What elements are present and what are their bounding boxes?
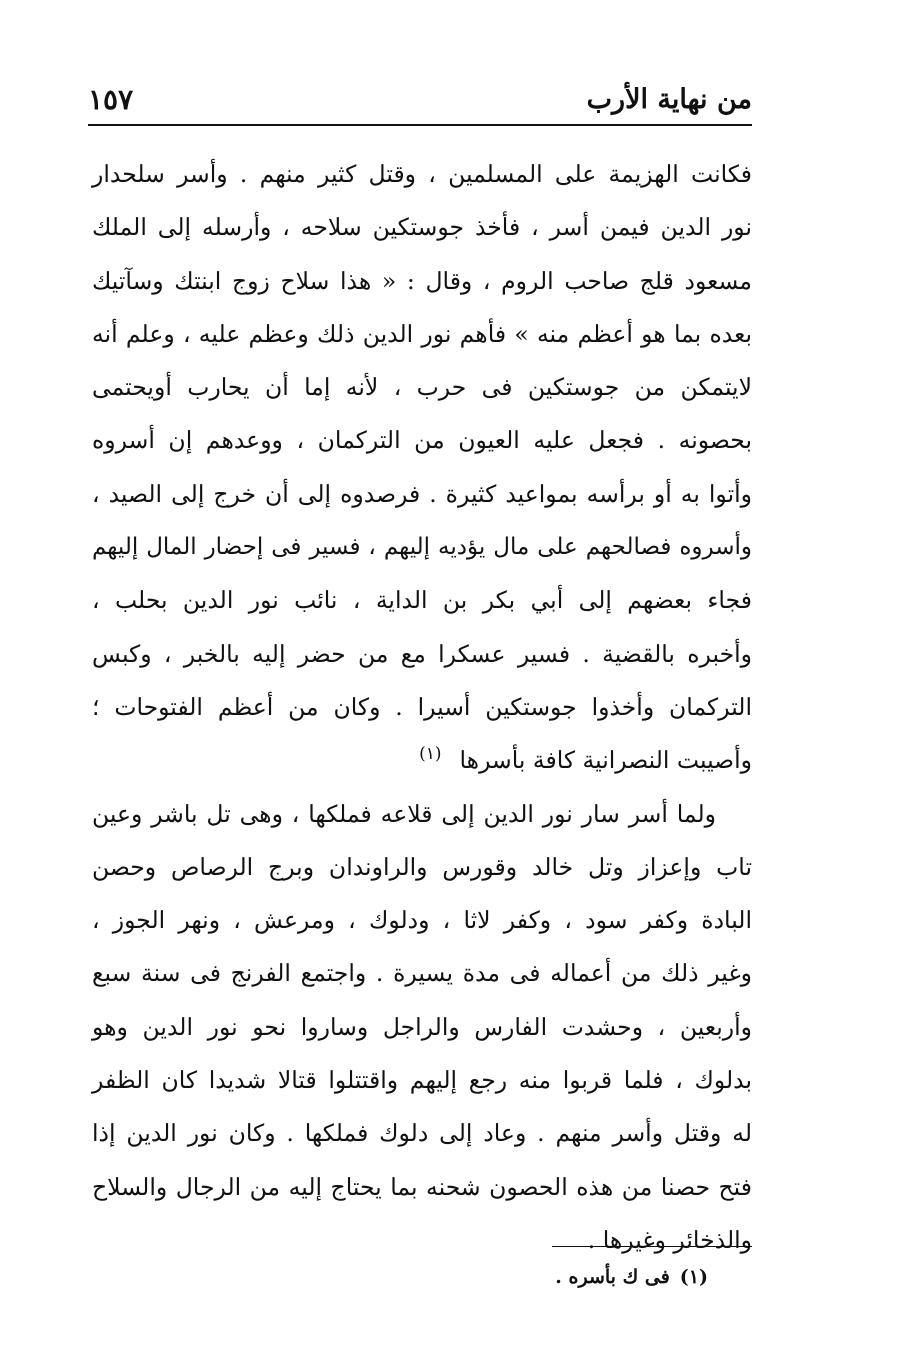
text-line: وأسروه فصالحهم على مال يؤديه إليهم ، فسير فى إحضار المال إليهم	[92, 534, 752, 561]
footnote-rule	[552, 1246, 752, 1247]
text-line: مسعود قلج صاحب الروم ، وقال : « هذا سلاح زوج ابنتك وسآتيك	[92, 266, 752, 295]
text-line: فكانت الهزيمة على المسلمين ، وقتل كثير منهم . وأسر سلحدار	[92, 160, 752, 188]
text-line: وأصيبت النصرانية كافة بأسرها	[459, 746, 752, 775]
page-number: ١٥٧	[88, 83, 134, 116]
text-line: بحصونه . فجعل عليه العيون من التركمان ، ووعدهم إن أسروه	[92, 426, 752, 455]
running-header	[88, 78, 752, 122]
text-line: بدلوك ، فلما قربوا منه رجع إليهم واقتتلوا قتالا شديدا كان الظفر	[92, 1066, 752, 1095]
text-line: فتح حصنا من هذه الحصون شحنه بما يحتاج إليه من الرجال والسلاح	[92, 1172, 752, 1201]
text-line-indented: ولما أسر سار نور الدين إلى قلاعه فملكها ، وهى تل باشر وعين	[92, 799, 716, 828]
paragraph-1	[92, 148, 752, 788]
text-line: وغير ذلك من أعماله فى مدة يسيرة . واجتمع الفرنج فى سنة سبع	[92, 959, 752, 988]
text-line: بعده بما هو أعظم منه » فأهم نور الدين ذلك وعظم عليه ، وعلم أنه	[92, 319, 752, 348]
text-line-last	[92, 734, 752, 787]
header-rule	[88, 124, 752, 126]
text-line: التركمان وأخذوا جوستكين أسيرا . وكان من أعظم الفتوحات ؛	[92, 692, 752, 721]
footnote-reference: (١)	[419, 744, 442, 765]
paragraph-2	[92, 788, 752, 1268]
text-line: نور الدين فيمن أسر ، فأخذ جوستكين سلاحه ، وأرسله إلى الملك	[92, 213, 752, 242]
text-line: وأخبره بالقضية . فسير عسكرا مع من حضر إليه بالخبر ، وكبس	[92, 639, 752, 668]
text-line: تاب وإعزاز وتل خالد وقورس والراوندان وبرج الرصاص وحصن	[92, 852, 752, 881]
running-title: من نهاية الأرب	[586, 84, 752, 115]
text-line: فجاء بعضهم إلى أبي بكر بن الداية ، نائب نور الدين بحلب ،	[92, 586, 752, 615]
text-line: لايتمكن من جوستكين فى حرب ، لأنه إما أن يحارب أويحتمى	[92, 373, 753, 402]
footnote-number: (١)	[679, 1266, 708, 1288]
text-line: وأربعين ، وحشدت الفارس والراجل وساروا نحو نور الدين وهو	[92, 1012, 752, 1041]
text-line: له وقتل وأسر منهم . وعاد إلى دلوك فملكها . وكان نور الدين إذا	[92, 1119, 752, 1148]
footnote-text: فى ك بأسره .	[555, 1266, 670, 1288]
text-line: والذخائر وغيرها .	[587, 1225, 752, 1254]
text-line: البادة وكفر سود ، وكفر لاثا ، ودلوك ، ومرعش ، ونهر الجوز ،	[92, 906, 752, 935]
footnote	[555, 1262, 708, 1292]
body-text	[92, 148, 752, 1267]
text-line: وأتوا به أو برأسه بمواعيد كثيرة . فرصدوه إلى أن خرج إلى الصيد ،	[92, 479, 752, 508]
